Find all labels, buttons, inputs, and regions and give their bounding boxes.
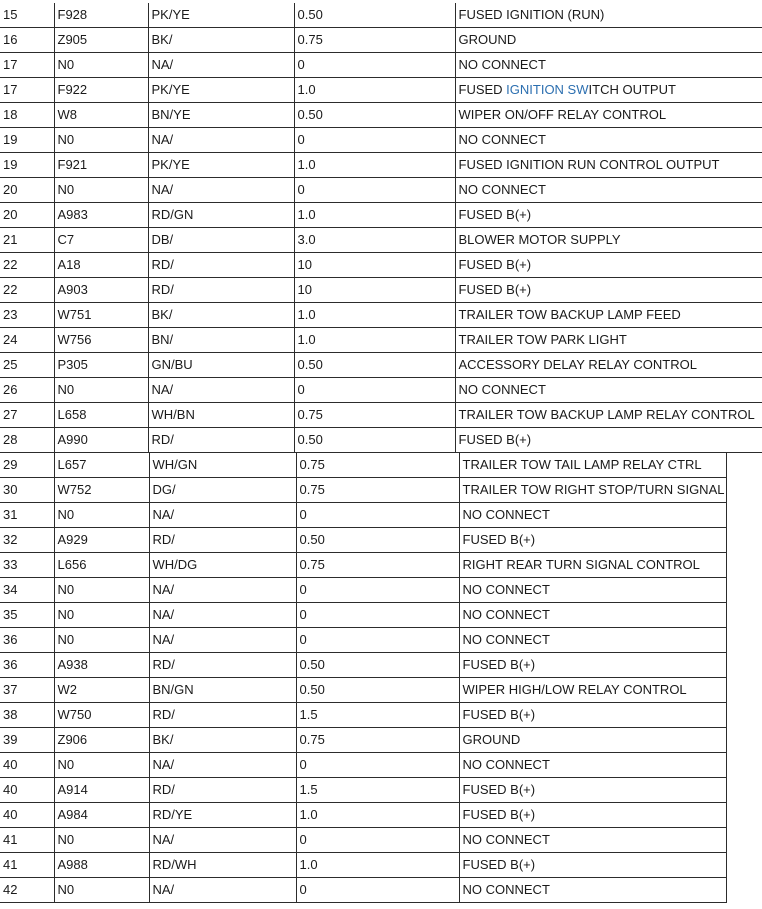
gauge-cell: 1.0 xyxy=(294,328,455,353)
circuit-cell: F928 xyxy=(54,3,148,28)
wire-color-cell: NA/ xyxy=(149,503,296,528)
gauge-cell: 0.75 xyxy=(296,478,459,503)
circuit-cell: N0 xyxy=(54,828,149,853)
circuit-cell: L658 xyxy=(54,403,148,428)
table-row xyxy=(0,878,726,903)
function-cell: NO CONNECT xyxy=(459,603,726,628)
function-cell: ACCESSORY DELAY RELAY CONTROL xyxy=(455,353,762,378)
table-row xyxy=(0,728,726,753)
pin-cell: 17 xyxy=(0,78,54,103)
function-cell: NO CONNECT xyxy=(455,378,762,403)
gauge-cell: 0 xyxy=(296,628,459,653)
pin-cell: 19 xyxy=(0,128,54,153)
pin-cell: 16 xyxy=(0,28,54,53)
pin-cell: 23 xyxy=(0,303,54,328)
wire-color-cell: NA/ xyxy=(149,828,296,853)
circuit-cell: A914 xyxy=(54,778,149,803)
circuit-cell: F922 xyxy=(54,78,148,103)
wire-color-cell: RD/ xyxy=(149,653,296,678)
wire-color-cell: BK/ xyxy=(149,728,296,753)
function-cell: NO CONNECT xyxy=(459,503,726,528)
function-cell: GROUND xyxy=(459,728,726,753)
table-row xyxy=(0,378,762,403)
gauge-cell: 0 xyxy=(294,178,455,203)
function-cell: FUSED IGNITION RUN CONTROL OUTPUT xyxy=(455,153,762,178)
gauge-cell: 0.75 xyxy=(294,28,455,53)
pin-cell: 41 xyxy=(0,828,54,853)
circuit-cell: N0 xyxy=(54,878,149,903)
function-cell: NO CONNECT xyxy=(459,578,726,603)
pin-cell: 21 xyxy=(0,228,54,253)
wire-color-cell: RD/ xyxy=(149,703,296,728)
table-row xyxy=(0,503,726,528)
pin-cell: 31 xyxy=(0,503,54,528)
circuit-cell: Z906 xyxy=(54,728,149,753)
table-row xyxy=(0,653,726,678)
gauge-cell: 0.50 xyxy=(294,3,455,28)
circuit-cell: A990 xyxy=(54,428,148,453)
function-cell: NO CONNECT xyxy=(455,53,762,78)
pin-cell: 40 xyxy=(0,778,54,803)
wire-color-cell: RD/YE xyxy=(149,803,296,828)
wire-color-cell: WH/DG xyxy=(149,553,296,578)
gauge-cell: 0 xyxy=(294,128,455,153)
table-row xyxy=(0,178,762,203)
pin-cell: 22 xyxy=(0,253,54,278)
function-cell: GROUND xyxy=(455,28,762,53)
wire-color-cell: NA/ xyxy=(149,578,296,603)
circuit-cell: W8 xyxy=(54,103,148,128)
function-cell: FUSED B(+) xyxy=(459,853,726,878)
circuit-cell: A988 xyxy=(54,853,149,878)
gauge-cell: 0.50 xyxy=(296,653,459,678)
gauge-cell: 0 xyxy=(296,878,459,903)
circuit-cell: N0 xyxy=(54,503,149,528)
function-cell: NO CONNECT xyxy=(459,828,726,853)
table-row xyxy=(0,53,762,78)
wire-color-cell: BN/GN xyxy=(149,678,296,703)
circuit-cell: N0 xyxy=(54,628,149,653)
pin-cell: 27 xyxy=(0,403,54,428)
table-row xyxy=(0,128,762,153)
table-row xyxy=(0,678,726,703)
wire-color-cell: BK/ xyxy=(148,28,294,53)
pin-cell: 33 xyxy=(0,553,54,578)
wire-color-cell: NA/ xyxy=(148,178,294,203)
pin-cell: 36 xyxy=(0,628,54,653)
wire-color-cell: BN/YE xyxy=(148,103,294,128)
gauge-cell: 0.50 xyxy=(296,678,459,703)
table-row xyxy=(0,578,726,603)
circuit-cell: N0 xyxy=(54,578,149,603)
table-row xyxy=(0,403,762,428)
gauge-cell: 0 xyxy=(294,53,455,78)
table-row xyxy=(0,303,762,328)
pin-cell: 41 xyxy=(0,853,54,878)
function-cell: FUSED IGNITION (RUN) xyxy=(455,3,762,28)
pin-cell: 20 xyxy=(0,203,54,228)
table-row xyxy=(0,253,762,278)
function-cell: NO CONNECT xyxy=(459,628,726,653)
gauge-cell: 1.0 xyxy=(294,203,455,228)
table-row xyxy=(0,103,762,128)
function-cell: NO CONNECT xyxy=(455,128,762,153)
circuit-cell: L657 xyxy=(54,453,149,478)
table-row xyxy=(0,3,762,28)
function-cell: TRAILER TOW PARK LIGHT xyxy=(455,328,762,353)
pin-cell: 37 xyxy=(0,678,54,703)
circuit-cell: N0 xyxy=(54,178,148,203)
wire-color-cell: PK/YE xyxy=(148,78,294,103)
circuit-cell: C7 xyxy=(54,228,148,253)
function-cell: TRAILER TOW TAIL LAMP RELAY CTRL xyxy=(459,453,726,478)
table-row xyxy=(0,853,726,878)
gauge-cell: 0.50 xyxy=(296,528,459,553)
pin-cell: 25 xyxy=(0,353,54,378)
wire-color-cell: NA/ xyxy=(148,378,294,403)
pin-cell: 17 xyxy=(0,53,54,78)
wire-color-cell: NA/ xyxy=(149,603,296,628)
wire-color-cell: PK/YE xyxy=(148,153,294,178)
table-row xyxy=(0,203,762,228)
gauge-cell: 1.0 xyxy=(294,78,455,103)
gauge-cell: 1.5 xyxy=(296,703,459,728)
gauge-cell: 0 xyxy=(296,828,459,853)
pinout-rows-lower xyxy=(0,453,726,903)
gauge-cell: 0 xyxy=(296,503,459,528)
circuit-cell: L656 xyxy=(54,553,149,578)
wire-color-cell: NA/ xyxy=(148,53,294,78)
wire-color-cell: BN/ xyxy=(148,328,294,353)
pin-cell: 39 xyxy=(0,728,54,753)
gauge-cell: 0.50 xyxy=(294,103,455,128)
wire-color-cell: RD/ xyxy=(148,278,294,303)
wire-color-cell: DB/ xyxy=(148,228,294,253)
pin-cell: 19 xyxy=(0,153,54,178)
gauge-cell: 0.75 xyxy=(296,453,459,478)
pin-cell: 22 xyxy=(0,278,54,303)
table-row xyxy=(0,703,726,728)
wire-color-cell: RD/GN xyxy=(148,203,294,228)
wire-color-cell: RD/ xyxy=(149,778,296,803)
function-cell: TRAILER TOW BACKUP LAMP RELAY CONTROL xyxy=(455,403,762,428)
function-cell: FUSED B(+) xyxy=(459,803,726,828)
circuit-cell: N0 xyxy=(54,128,148,153)
pin-cell: 36 xyxy=(0,653,54,678)
gauge-cell: 10 xyxy=(294,253,455,278)
circuit-cell: W751 xyxy=(54,303,148,328)
pin-cell: 26 xyxy=(0,378,54,403)
wire-color-cell: NA/ xyxy=(149,628,296,653)
table-row xyxy=(0,428,762,453)
table-row xyxy=(0,453,726,478)
function-cell: FUSED B(+) xyxy=(455,278,762,303)
function-cell: WIPER HIGH/LOW RELAY CONTROL xyxy=(459,678,726,703)
gauge-cell: 0 xyxy=(296,753,459,778)
function-cell: BLOWER MOTOR SUPPLY xyxy=(455,228,762,253)
gauge-cell: 0.75 xyxy=(296,728,459,753)
gauge-cell: 0.50 xyxy=(294,353,455,378)
circuit-cell: A983 xyxy=(54,203,148,228)
table-row xyxy=(0,478,726,503)
function-cell: FUSED B(+) xyxy=(455,428,762,453)
pinout-rows-upper xyxy=(0,3,762,453)
table-row xyxy=(0,628,726,653)
circuit-cell: P305 xyxy=(54,353,148,378)
function-cell: FUSED B(+) xyxy=(459,528,726,553)
function-text: FUSED xyxy=(458,82,507,97)
wire-color-cell: RD/ xyxy=(149,528,296,553)
table-row xyxy=(0,803,726,828)
table-row xyxy=(0,278,762,303)
circuit-cell: A938 xyxy=(54,653,149,678)
circuit-cell: W756 xyxy=(54,328,148,353)
function-cell: NO CONNECT xyxy=(459,878,726,903)
function-cell: FUSED B(+) xyxy=(455,203,762,228)
circuit-cell: N0 xyxy=(54,378,148,403)
wire-color-cell: RD/WH xyxy=(149,853,296,878)
circuit-cell: A18 xyxy=(54,253,148,278)
pin-cell: 38 xyxy=(0,703,54,728)
wire-color-cell: NA/ xyxy=(148,128,294,153)
gauge-cell: 0.75 xyxy=(294,403,455,428)
pin-cell: 40 xyxy=(0,753,54,778)
pin-cell: 20 xyxy=(0,178,54,203)
table-row xyxy=(0,553,726,578)
table-row xyxy=(0,753,726,778)
circuit-cell: N0 xyxy=(54,53,148,78)
table-row xyxy=(0,328,762,353)
function-cell: TRAILER TOW RIGHT STOP/TURN SIGNAL xyxy=(459,478,726,503)
circuit-cell: A903 xyxy=(54,278,148,303)
gauge-cell: 0.75 xyxy=(296,553,459,578)
wire-color-cell: WH/BN xyxy=(148,403,294,428)
wire-color-cell: DG/ xyxy=(149,478,296,503)
function-cell: FUSED B(+) xyxy=(459,653,726,678)
gauge-cell: 1.0 xyxy=(296,803,459,828)
pin-cell: 15 xyxy=(0,3,54,28)
pin-cell: 29 xyxy=(0,453,54,478)
table-row xyxy=(0,603,726,628)
connector-pinout-table-upper xyxy=(0,3,762,453)
wire-color-cell: RD/ xyxy=(148,428,294,453)
circuit-cell: W752 xyxy=(54,478,149,503)
table-row xyxy=(0,153,762,178)
pin-cell: 18 xyxy=(0,103,54,128)
wire-color-cell: NA/ xyxy=(149,878,296,903)
table-row xyxy=(0,778,726,803)
function-cell: FUSED B(+) xyxy=(459,703,726,728)
gauge-cell: 0.50 xyxy=(294,428,455,453)
gauge-cell: 0 xyxy=(296,603,459,628)
circuit-cell: N0 xyxy=(54,603,149,628)
gauge-cell: 1.0 xyxy=(294,153,455,178)
function-cell: WIPER ON/OFF RELAY CONTROL xyxy=(455,103,762,128)
pin-cell: 42 xyxy=(0,878,54,903)
wire-color-cell: NA/ xyxy=(149,753,296,778)
table-row xyxy=(0,353,762,378)
circuit-cell: Z905 xyxy=(54,28,148,53)
pin-cell: 28 xyxy=(0,428,54,453)
table-row xyxy=(0,228,762,253)
pin-cell: 35 xyxy=(0,603,54,628)
circuit-cell: F921 xyxy=(54,153,148,178)
gauge-cell: 1.0 xyxy=(296,853,459,878)
wire-color-cell: RD/ xyxy=(148,253,294,278)
pin-cell: 32 xyxy=(0,528,54,553)
wire-color-cell: BK/ xyxy=(148,303,294,328)
gauge-cell: 10 xyxy=(294,278,455,303)
connector-pinout-table-lower xyxy=(0,453,727,903)
table-row xyxy=(0,528,726,553)
pin-cell: 30 xyxy=(0,478,54,503)
table-row xyxy=(0,28,762,53)
gauge-cell: 3.0 xyxy=(294,228,455,253)
gauge-cell: 1.0 xyxy=(294,303,455,328)
circuit-cell: N0 xyxy=(54,753,149,778)
function-cell: RIGHT REAR TURN SIGNAL CONTROL xyxy=(459,553,726,578)
wire-color-cell: PK/YE xyxy=(148,3,294,28)
circuit-cell: W2 xyxy=(54,678,149,703)
wire-color-cell: WH/GN xyxy=(149,453,296,478)
pin-cell: 40 xyxy=(0,803,54,828)
pin-cell: 24 xyxy=(0,328,54,353)
wire-color-cell: GN/BU xyxy=(148,353,294,378)
circuit-cell: A929 xyxy=(54,528,149,553)
table-row xyxy=(0,78,762,103)
gauge-cell: 1.5 xyxy=(296,778,459,803)
function-text: ITCH OUTPUT xyxy=(588,82,676,97)
ignition-switch-link[interactable]: IGNITION SW xyxy=(506,82,589,97)
function-cell: FUSED B(+) xyxy=(455,253,762,278)
table-row xyxy=(0,828,726,853)
function-cell xyxy=(455,78,762,103)
function-cell: NO CONNECT xyxy=(455,178,762,203)
circuit-cell: W750 xyxy=(54,703,149,728)
gauge-cell: 0 xyxy=(296,578,459,603)
circuit-cell: A984 xyxy=(54,803,149,828)
function-cell: FUSED B(+) xyxy=(459,778,726,803)
function-cell: NO CONNECT xyxy=(459,753,726,778)
gauge-cell: 0 xyxy=(294,378,455,403)
function-cell: TRAILER TOW BACKUP LAMP FEED xyxy=(455,303,762,328)
pin-cell: 34 xyxy=(0,578,54,603)
